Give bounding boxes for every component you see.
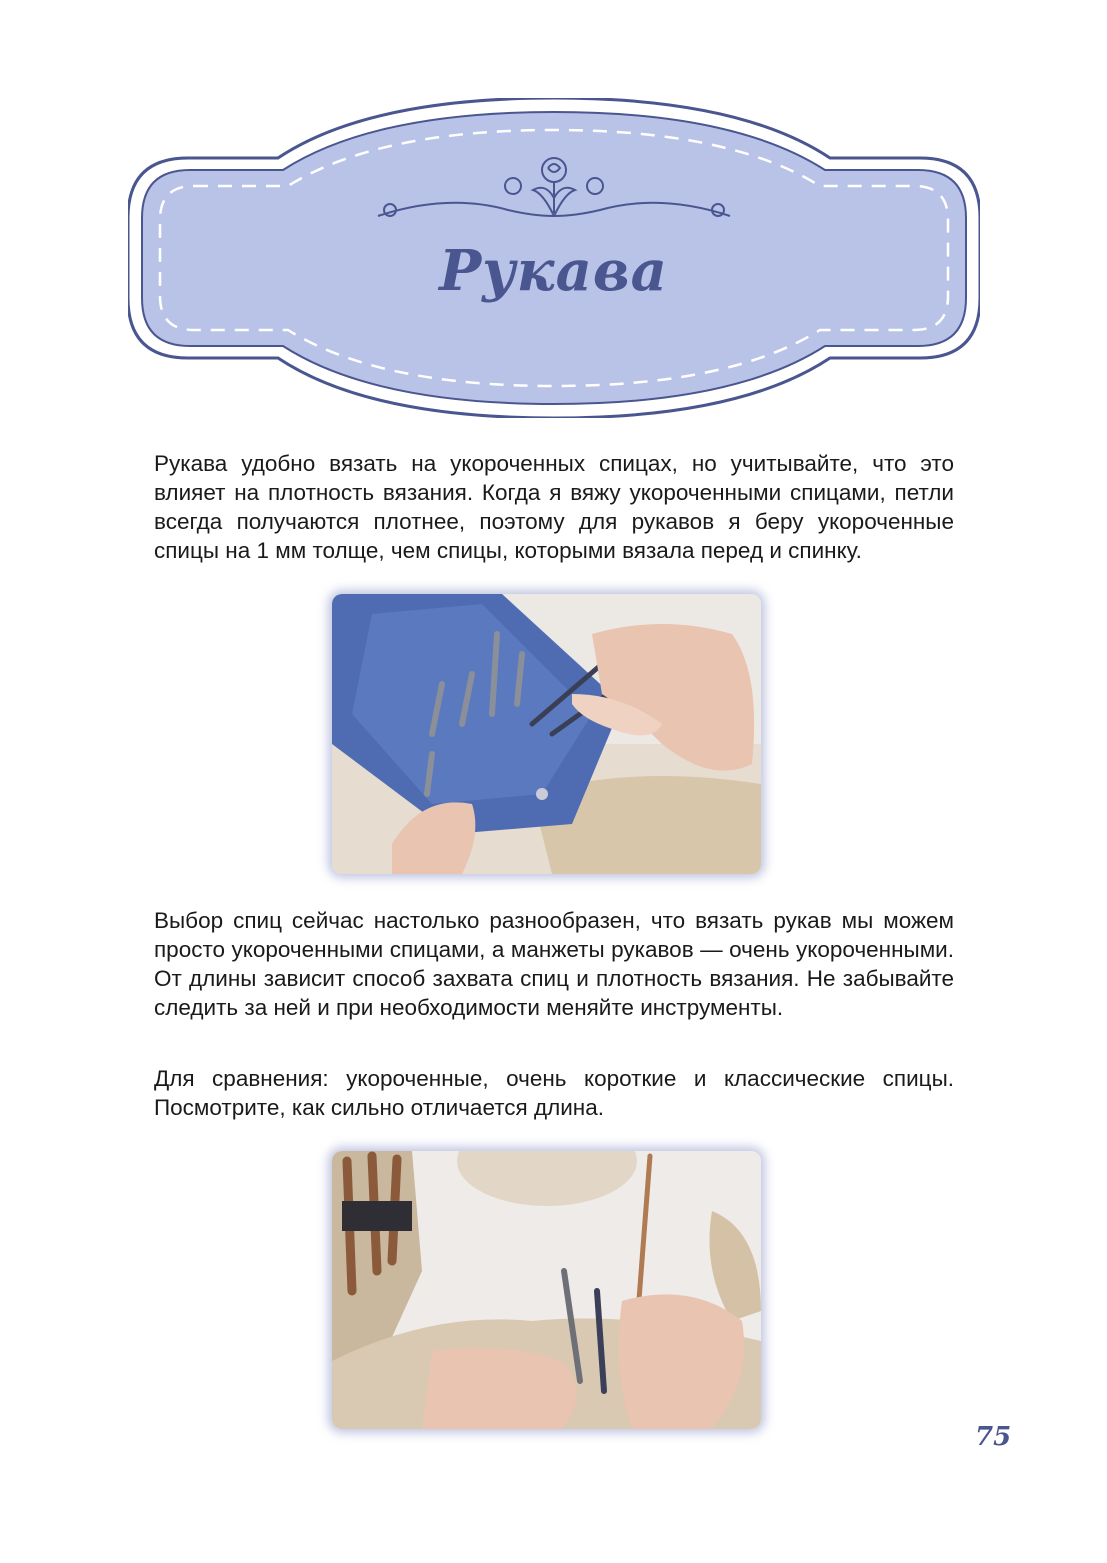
photo-needle-case (332, 594, 761, 874)
paragraph-needle-choice: Выбор спиц сейчас настолько разнообразен, что вязать рукав мы можем просто укороченными спицами, а манжеты рукавов — очень укороченными. От длины зависит способ захвата спиц и плотность вязания. Не забывайте следить за ней и при необходимости меняйте инструменты. (154, 908, 954, 1020)
paragraph-comparison: Для сравнения: укороченные, очень короткие и классические спицы. Посмотрите, как сильно отличается длина. (154, 1066, 954, 1120)
page-title: Рукава (439, 238, 668, 304)
page-number: 75 (975, 1422, 1012, 1452)
paragraph-intro: Рукава удобно вязать на укороченных спицах, но учитывайте, что это влияет на плотность вязания. Когда я вяжу укороченными спицами, петли всегда получаются плотнее, поэтому для рукавов я беру укороченные спицы на 1 мм толще, чем спицы, которыми вязала перед и спинку. (154, 451, 954, 563)
photo-needle-comparison (332, 1151, 761, 1429)
